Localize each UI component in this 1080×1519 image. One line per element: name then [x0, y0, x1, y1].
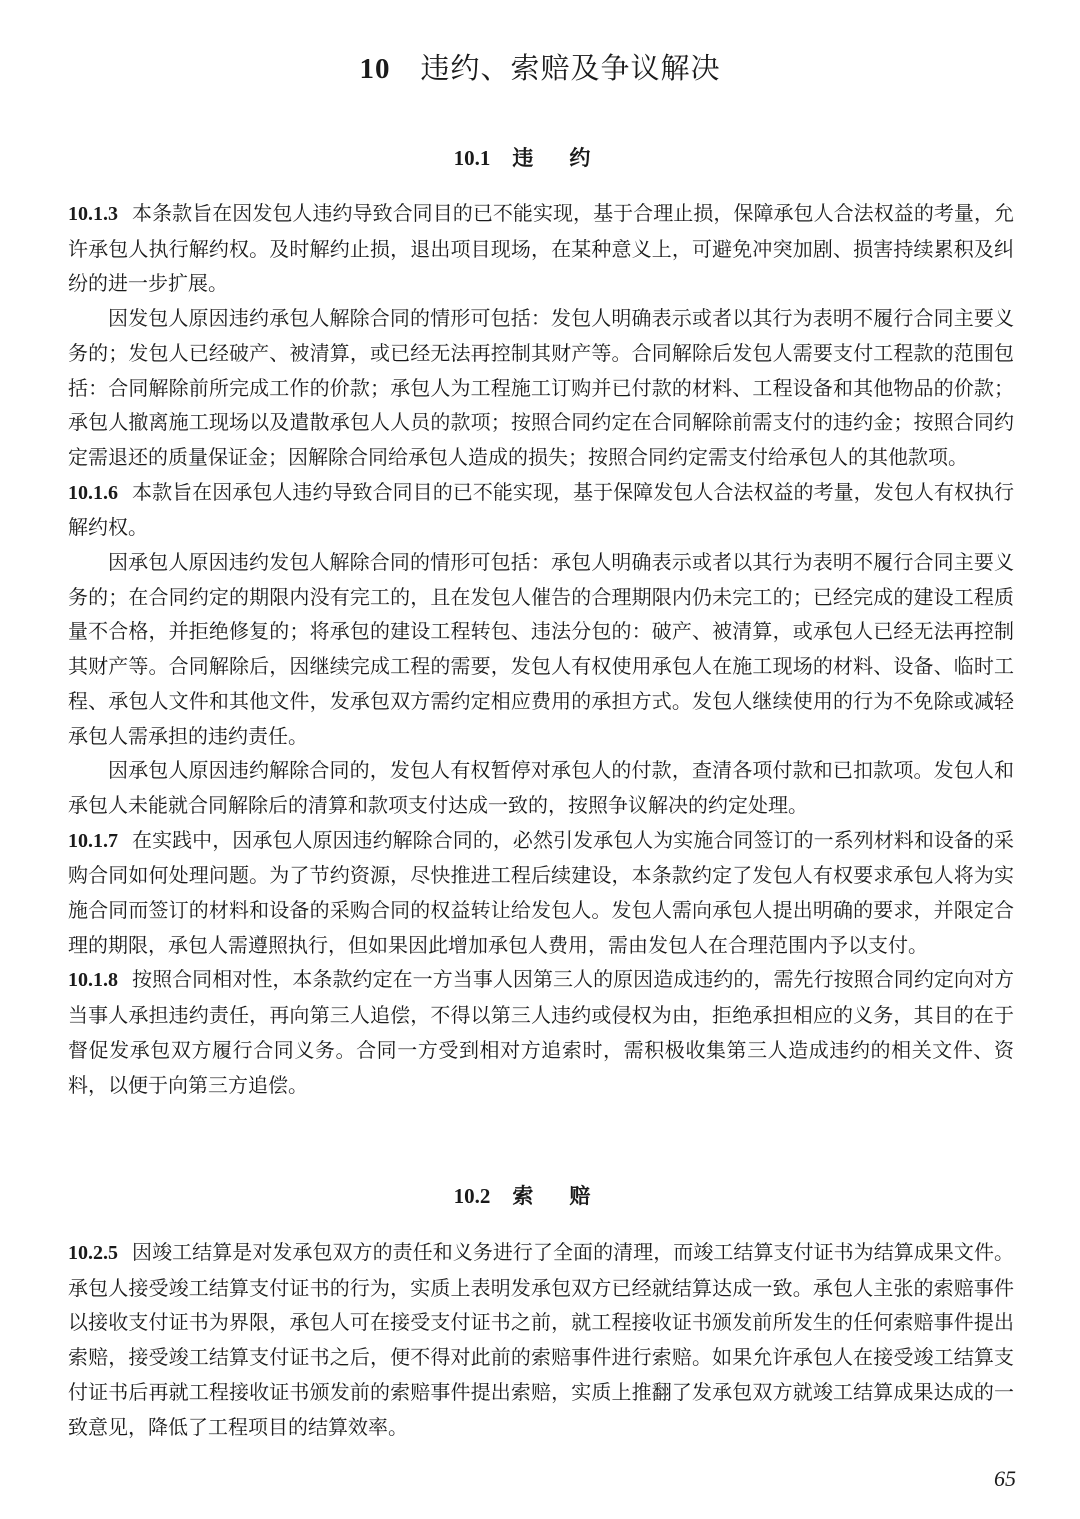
section-body-10-1 — [68, 196, 1014, 1102]
paragraph — [68, 301, 1014, 475]
chapter-title-text: 违约、索赔及争议解决 — [420, 51, 721, 85]
paragraph — [68, 545, 1014, 753]
section-title-text: 索赔 — [512, 1183, 627, 1208]
paragraph-text: 按照合同相对性，本条款约定在一方当事人因第三人的原因造成违约的，需先行按照合同约定向对方当事人承担违约责任，再向第三人追偿，不得以第三人违约或侵权为由，拒绝承担相应的义务，其目的在于督促发承包双方履行合同义务。合同一方受到相对方追索时，需积极收集第三人造成违约的相关文件、资料，以便于向第三方追偿。 — [68, 967, 1014, 1097]
clause-paragraph — [68, 1235, 1014, 1444]
section-title-10-1 — [0, 142, 1080, 172]
paragraph-text: 因承包人原因违约解除合同的，发包人有权暂停对承包人的付款，查清各项付款和已扣款项。发包人和承包人未能就合同解除后的清算和款项支付达成一致的，按照争议解决的约定处理。 — [68, 758, 1014, 817]
paragraph-text: 因发包人原因违约承包人解除合同的情形可包括：发包人明确表示或者以其行为表明不履行合同主要义务的；发包人已经破产、被清算，或已经无法再控制其财产等。合同解除后发包人需要支付工程款的范围包括：合同解除前所完成工作的价款；承包人为工程施工订购并已付款的材料、工程设备和其他物品的价款；承包人撤离施工现场以及遣散承包人人员的款项；按照合同约定在合同解除前需支付的违约金；按照合同约定需退还的质量保证金；因解除合同给承包人造成的损失；按照合同约定需支付给承包人的其他款项。 — [68, 306, 1014, 469]
chapter-title — [0, 46, 1080, 87]
section-title-10-2 — [0, 1180, 1080, 1210]
clause-number: 10.1.7 — [68, 829, 118, 852]
paragraph-text: 本款旨在因承包人违约导致合同目的已不能实现，基于保障发包人合法权益的考量，发包人有权执行解约权。 — [68, 479, 1014, 540]
clause-paragraph — [68, 962, 1014, 1102]
paragraph — [68, 753, 1014, 822]
clause-number: 10.1.3 — [68, 203, 118, 225]
page-number: 65 — [994, 1466, 1016, 1491]
clause-paragraph — [68, 475, 1014, 545]
clause-number: 10.1.6 — [68, 481, 118, 504]
paragraph-text: 因竣工结算是对发承包双方的责任和义务进行了全面的清理，而竣工结算支付证书为结算成果文件。承包人接受竣工结算支付证书的行为，实质上表明发承包双方已经就结算达成一致。承包人主张的索赔事件以接收支付证书为界限，承包人可在接受支付证书之前，就工程接收证书颁发前所发生的任何索赔事件提出索赔，接受竣工结算支付证书之后，便不得对此前的索赔事件进行索赔。如果允许承包人在接受竣工结算支付证书后再就工程接收证书颁发前的索赔事件提出索赔，实质上推翻了发承包双方就竣工结算成果达成的一致意见，降低了工程项目的结算效率。 — [68, 1240, 1014, 1439]
clause-paragraph — [68, 196, 1014, 301]
chapter-number: 10 — [359, 53, 391, 85]
section-title-text: 违约 — [512, 145, 627, 170]
section-body-10-2 — [68, 1235, 1014, 1444]
clause-number: 10.2.5 — [68, 1242, 118, 1264]
paragraph-text: 本条款旨在因发包人违约导致合同目的已不能实现，基于合理止损，保障承包人合法权益的考量，允许承包人执行解约权。及时解约止损，退出项目现场，在某种意义上，可避免冲突加剧、损害持续累积及纠纷的进一步扩展。 — [68, 201, 1014, 296]
clause-paragraph — [68, 823, 1014, 963]
section-number: 10.1 — [453, 146, 491, 170]
paragraph-text: 因承包人原因违约发包人解除合同的情形可包括：承包人明确表示或者以其行为表明不履行合同主要义务的；在合同约定的期限内没有完工的，且在发包人催告的合理期限内仍未完工的；已经完成的建设工程质量不合格，并拒绝修复的；将承包的建设工程转包、违法分包的：破产、被清算，或承包人已经无法再控制其财产等。合同解除后，因继续完成工程的需要，发包人有权使用承包人在施工现场的材料、设备、临时工程、承包人文件和其他文件，发承包双方需约定相应费用的承担方式。发包人继续使用的行为不免除或减轻承包人需承担的违约责任。 — [68, 550, 1014, 748]
section-number: 10.2 — [453, 1184, 491, 1208]
paragraph-text: 在实践中，因承包人原因违约解除合同的，必然引发承包人为实施合同签订的一系列材料和设备的采购合同如何处理问题。为了节约资源，尽快推进工程后续建设，本条款约定了发包人有权要求承包人将为实施合同而签订的材料和设备的采购合同的权益转让给发包人。发包人需向承包人提出明确的要求，并限定合理的期限，承包人需遵照执行，但如果因此增加承包人费用，需由发包人在合理范围内予以支付。 — [68, 827, 1014, 957]
clause-number: 10.1.8 — [68, 969, 118, 992]
